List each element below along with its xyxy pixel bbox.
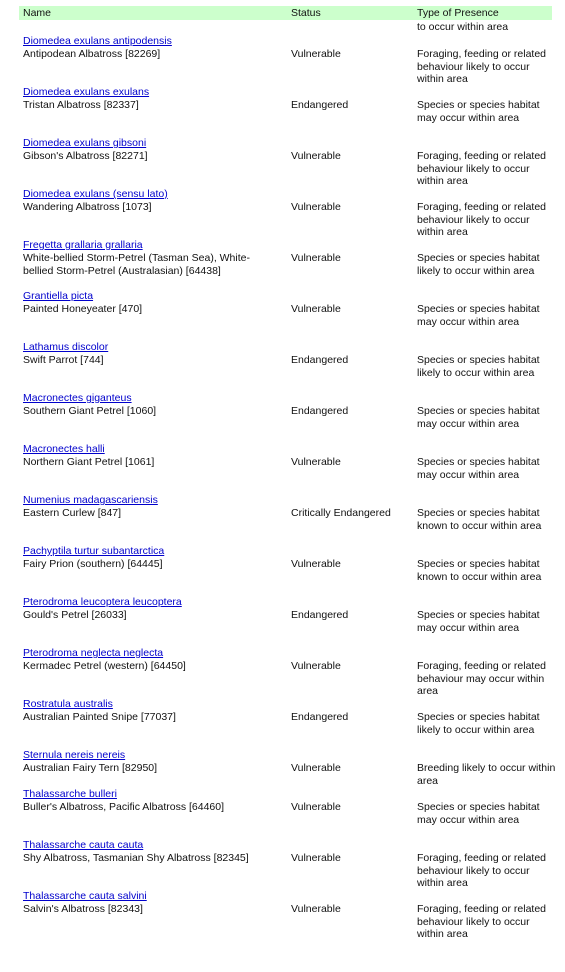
species-link[interactable]: Thalassarche cauta salvini xyxy=(23,890,147,902)
presence-value: Species or species habitat likely to occur within area xyxy=(417,711,540,736)
common-name: Wandering Albatross [1073] xyxy=(23,201,152,213)
status-value: Vulnerable xyxy=(291,150,341,162)
status-value: Vulnerable xyxy=(291,762,341,774)
header-status: Status xyxy=(291,7,321,19)
common-name: Shy Albatross, Tasmanian Shy Albatross [82345] xyxy=(23,852,249,864)
presence-value: Species or species habitat likely to occur within area xyxy=(417,252,540,277)
common-name: Antipodean Albatross [82269] xyxy=(23,48,161,60)
common-name: Gibson's Albatross [82271] xyxy=(23,150,148,162)
species-link[interactable]: Sternula nereis nereis xyxy=(23,749,126,761)
header-name: Name xyxy=(23,7,52,19)
species-link[interactable]: Rostratula australis xyxy=(23,698,113,710)
status-value: Endangered xyxy=(291,711,349,723)
species-link[interactable]: Pterodroma leucoptera leucoptera xyxy=(23,596,182,608)
status-value: Vulnerable xyxy=(291,456,341,468)
common-name: Eastern Curlew [847] xyxy=(23,507,122,519)
status-value: Vulnerable xyxy=(291,48,341,60)
species-link[interactable]: Thalassarche cauta cauta xyxy=(23,839,144,851)
status-value: Vulnerable xyxy=(291,660,341,672)
presence-value: Species or species habitat may occur within area xyxy=(417,303,540,328)
common-name: Gould's Petrel [26033] xyxy=(23,609,127,621)
status-value: Vulnerable xyxy=(291,303,341,315)
presence-value: Foraging, feeding or related behaviour likely to occur within area xyxy=(417,201,546,239)
presence-value: Species or species habitat may occur within area xyxy=(417,801,540,826)
presence-value: Foraging, feeding or related behaviour likely to occur within area xyxy=(417,903,546,941)
header-presence: Type of Presence xyxy=(417,7,499,19)
common-name: Tristan Albatross [82337] xyxy=(23,99,139,111)
common-name: Kermadec Petrel (western) [64450] xyxy=(23,660,186,672)
species-link[interactable]: Pterodroma neglecta neglecta xyxy=(23,647,164,659)
status-value: Vulnerable xyxy=(291,801,341,813)
common-name: Fairy Prion (southern) [64445] xyxy=(23,558,163,570)
common-name: Southern Giant Petrel [1060] xyxy=(23,405,157,417)
species-link[interactable]: Grantiella picta xyxy=(23,290,94,302)
presence-value: Species or species habitat known to occur within area xyxy=(417,558,542,583)
common-name: Swift Parrot [744] xyxy=(23,354,104,366)
species-link[interactable]: Lathamus discolor xyxy=(23,341,109,353)
common-name: Northern Giant Petrel [1061] xyxy=(23,456,155,468)
presence-value: Foraging, feeding or related behaviour likely to occur within area xyxy=(417,852,546,890)
common-name: Painted Honeyeater [470] xyxy=(23,303,143,315)
status-value: Vulnerable xyxy=(291,558,341,570)
species-link[interactable]: Pachyptila turtur subantarctica xyxy=(23,545,165,557)
presence-value: Foraging, feeding or related behaviour likely to occur within area xyxy=(417,150,546,188)
common-name: Salvin's Albatross [82343] xyxy=(23,903,143,915)
status-value: Endangered xyxy=(291,99,349,111)
species-link[interactable]: Diomedea exulans exulans xyxy=(23,86,150,98)
presence-value: Breeding likely to occur within area xyxy=(417,762,556,787)
species-link[interactable]: Diomedea exulans antipodensis xyxy=(23,35,172,47)
status-value: Vulnerable xyxy=(291,252,341,264)
common-name: Australian Fairy Tern [82950] xyxy=(23,762,158,774)
species-link[interactable]: Thalassarche bulleri xyxy=(23,788,117,800)
status-value: Vulnerable xyxy=(291,852,341,864)
presence-value: Species or species habitat may occur within area xyxy=(417,405,540,430)
status-value: Vulnerable xyxy=(291,903,341,915)
table-header xyxy=(19,6,552,20)
status-value: Endangered xyxy=(291,354,349,366)
presence-value: Foraging, feeding or related behaviour may occur within area xyxy=(417,660,546,698)
species-link[interactable]: Macronectes giganteus xyxy=(23,392,132,404)
common-name: Buller's Albatross, Pacific Albatross [64460] xyxy=(23,801,225,813)
presence-value: Species or species habitat likely to occur within area xyxy=(417,354,540,379)
species-link[interactable]: Numenius madagascariensis xyxy=(23,494,158,506)
status-value: Endangered xyxy=(291,609,349,621)
continued-presence-text: to occur within area xyxy=(417,21,509,33)
species-link[interactable]: Fregetta grallaria grallaria xyxy=(23,239,143,251)
presence-value: Species or species habitat may occur within area xyxy=(417,609,540,634)
common-name: Australian Painted Snipe [77037] xyxy=(23,711,176,723)
species-link[interactable]: Diomedea exulans gibsoni xyxy=(23,137,147,149)
species-link[interactable]: Macronectes halli xyxy=(23,443,105,455)
presence-value: Species or species habitat may occur within area xyxy=(417,456,540,481)
status-value: Critically Endangered xyxy=(291,507,391,519)
status-value: Vulnerable xyxy=(291,201,341,213)
presence-value: Foraging, feeding or related behaviour likely to occur within area xyxy=(417,48,546,86)
species-link[interactable]: Diomedea exulans (sensu lato) xyxy=(23,188,168,200)
presence-value: Species or species habitat known to occur within area xyxy=(417,507,542,532)
presence-value: Species or species habitat may occur within area xyxy=(417,99,540,124)
status-value: Endangered xyxy=(291,405,349,417)
common-name: White-bellied Storm-Petrel (Tasman Sea), White-bellied Storm-Petrel (Australasian) [64438] xyxy=(23,252,250,277)
